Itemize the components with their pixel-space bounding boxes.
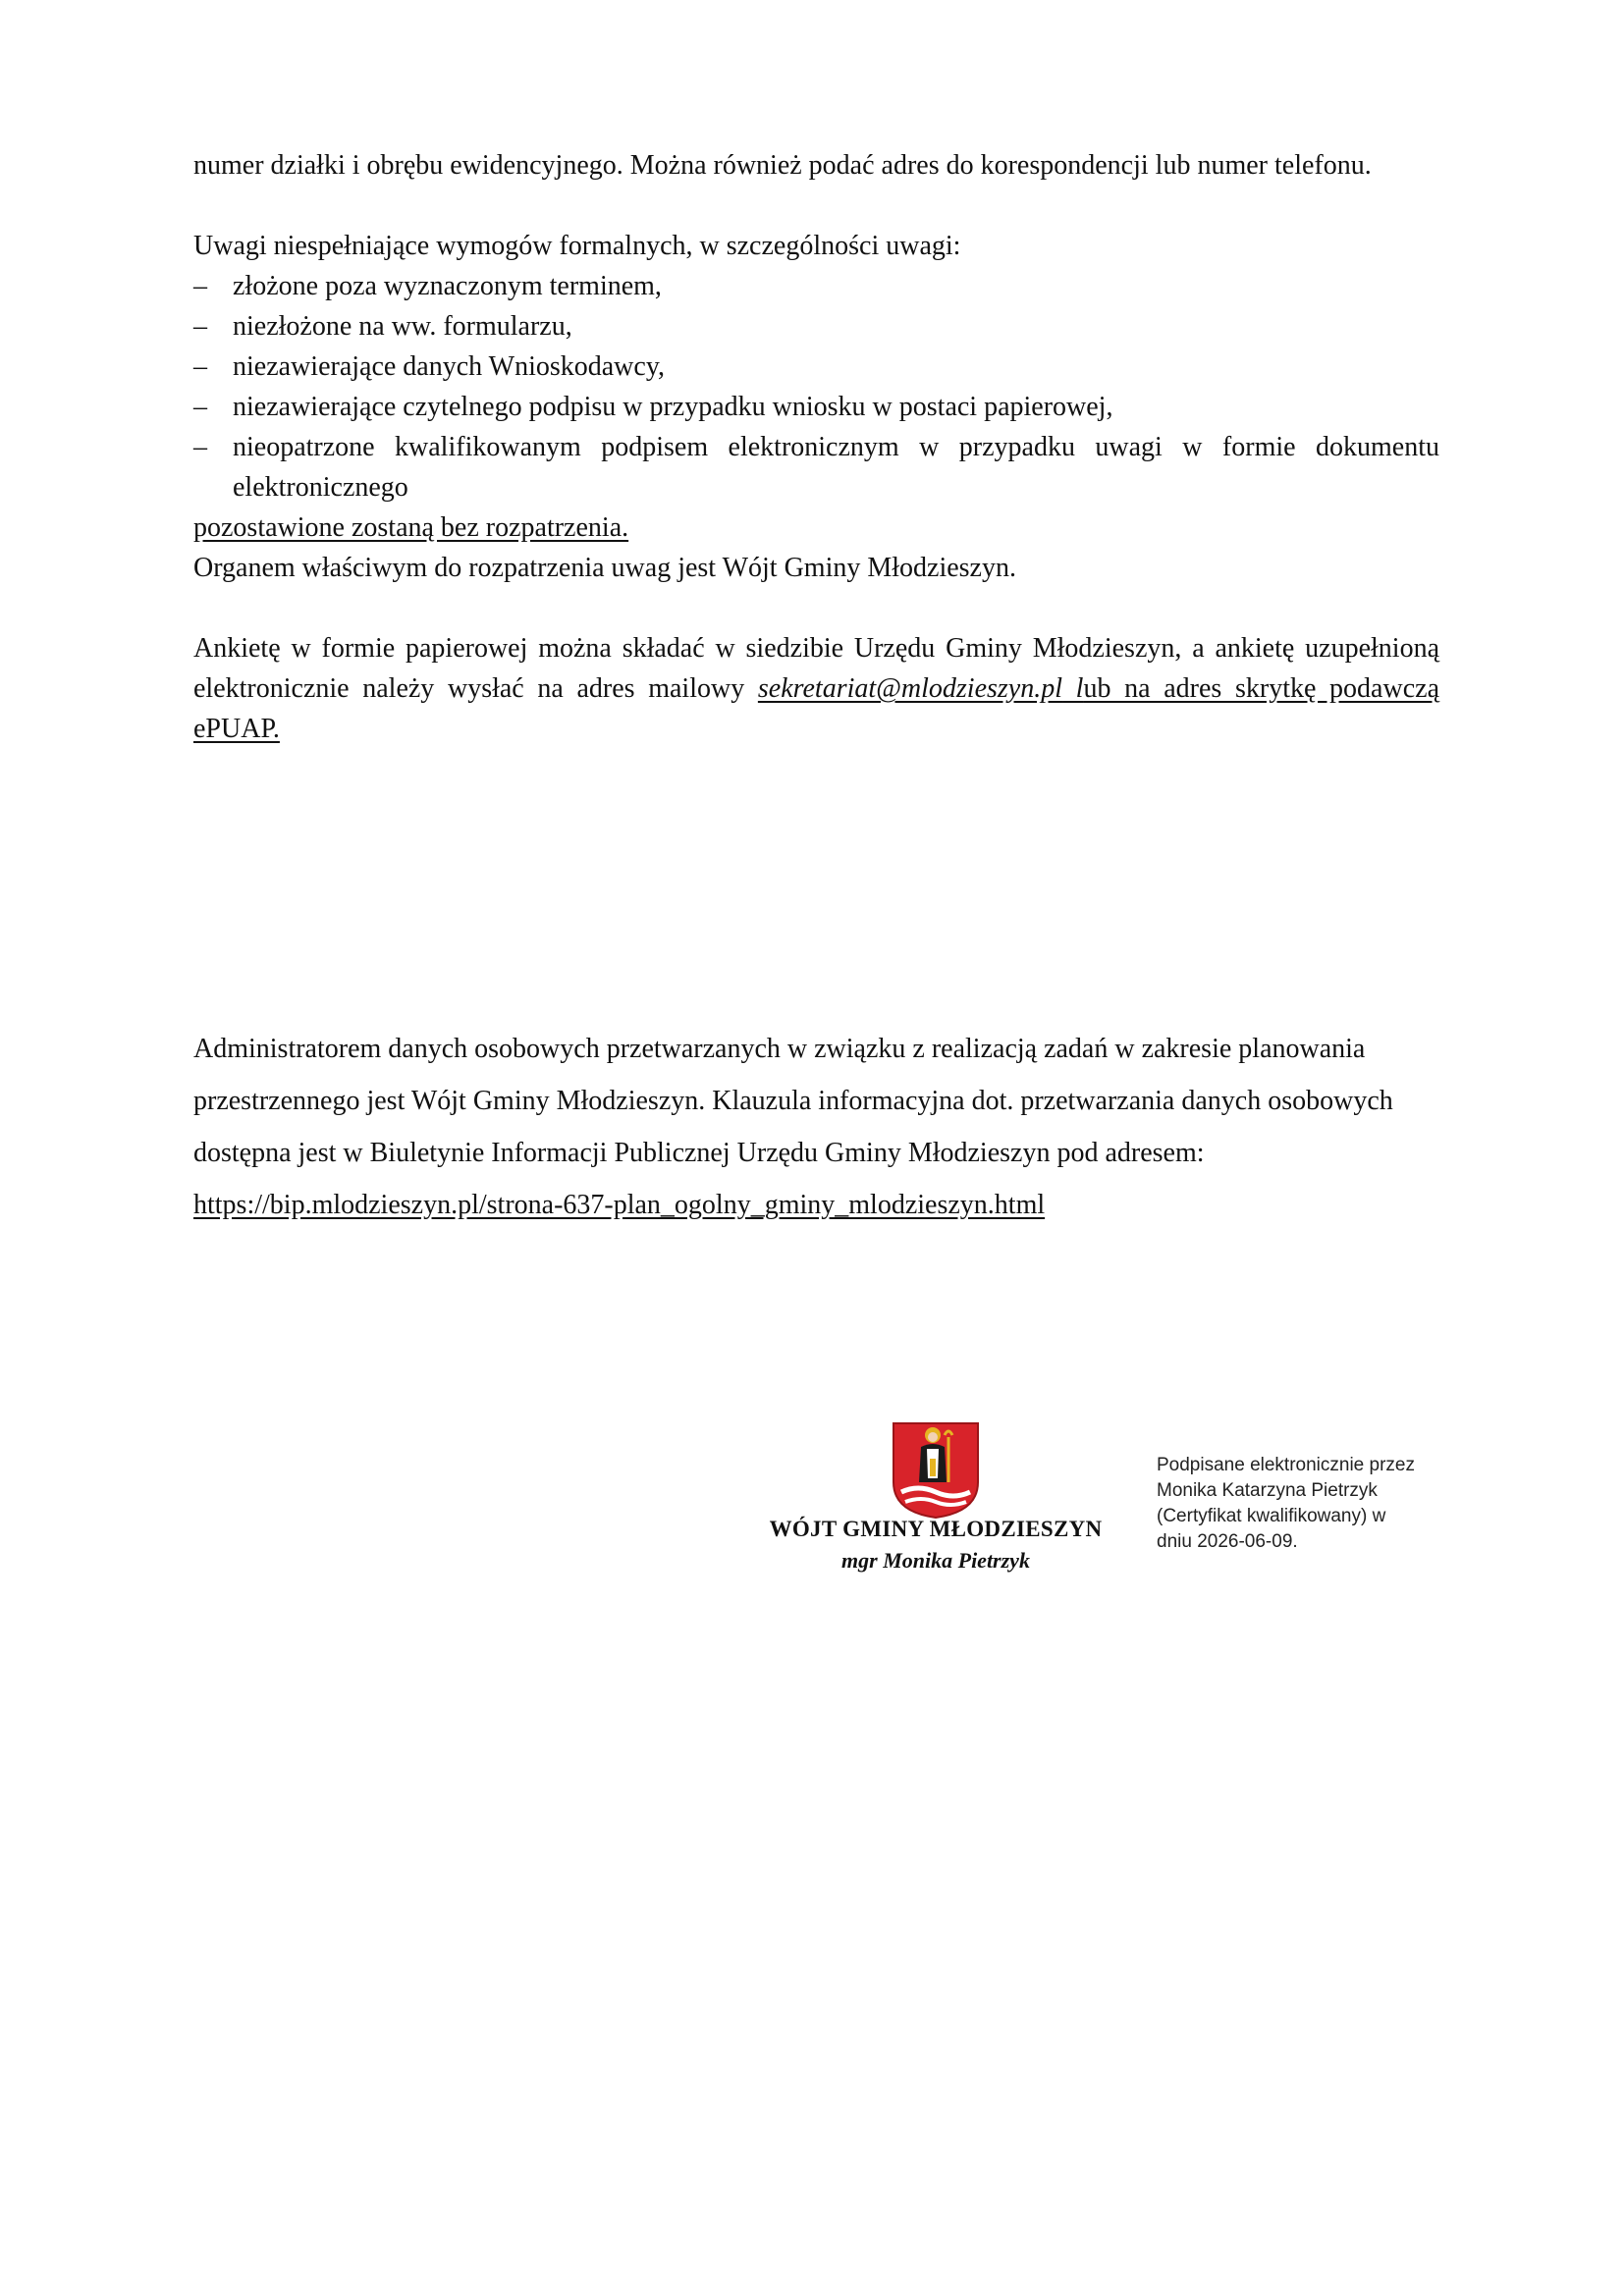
remarks-outcome: pozostawione zostaną bez rozpatrzenia. — [193, 512, 629, 543]
list-item: – złożone poza wyznaczonym terminem, — [193, 271, 662, 301]
e-sign-line: (Certyfikat kwalifikowany) w — [1157, 1506, 1386, 1526]
list-item: – niezłożone na ww. formularzu, — [193, 311, 572, 342]
email-link[interactable]: sekretariat@mlodzieszyn.pl — [757, 673, 1063, 704]
document-body — [193, 145, 1439, 749]
bip-link[interactable]: https://bip.mlodzieszyn.pl/strona-637-plan_ogolny_gminy_mlodzieszyn.html — [193, 1190, 1046, 1220]
remarks-intro: Uwagi niespełniające wymogów formalnych, w szczególności uwagi: — [193, 231, 961, 261]
list-item: – niezawierające danych Wnioskodawcy, — [193, 351, 666, 382]
epuap-link[interactable]: ub na adres skrytkę podawczą ePUAP. — [193, 673, 1439, 744]
e-sign-line: Podpisane elektronicznie przez — [1157, 1455, 1415, 1475]
list-item: – niezawierające czytelnego podpisu w przypadku wniosku w postaci papierowej, — [193, 392, 1113, 422]
data-admin-clause — [193, 1023, 1439, 1231]
remarks-list — [193, 266, 1439, 507]
mayor-name: mgr Monika Pietrzyk — [841, 1548, 1030, 1573]
coat-of-arms-icon — [892, 1421, 980, 1520]
paragraph-continuation: numer działki i obrębu ewidencyjnego. Można również podać adres do korespondencji lub numer telefonu. — [193, 150, 1372, 181]
electronic-signature-note — [1157, 1453, 1451, 1555]
admin-paragraph: Administratorem danych osobowych przetwarzanych w związku z realizacją zadań w zakresie planowania przestrzennego jest Wójt Gminy Młodzieszyn. Klauzula informacyjna dot. przetwarzania danych osobowych dostępna jest w Biuletynie Informacji Publicznej Urzędu Gminy Młodzieszyn pod adresem: https://bip.mlodzieszyn.pl/strona-637-plan_ogolny_gminy_mlodzieszyn.html — [193, 1034, 1393, 1220]
list-item: – nieopatrzone kwalifikowanym podpisem elektronicznym w przypadku uwagi w formie dokumentu elektronicznego — [193, 432, 1439, 503]
e-sign-line: Monika Katarzyna Pietrzyk — [1157, 1480, 1378, 1501]
survey-paragraph: Ankietę w formie papierowej można składać w siedzibie Urzędu Gminy Młodzieszyn, a ankietę uzupełnioną elektronicznie należy wysłać na adres mailowy sekretariat@mlodzieszyn.pl lub na adres skrytkę podawczą ePUAP. — [193, 633, 1439, 744]
e-sign-line: dniu 2026-06-09. — [1157, 1531, 1298, 1552]
mayor-title: WÓJT GMINY MŁODZIESZYN — [769, 1517, 1103, 1541]
authority-statement: Organem właściwym do rozpatrzenia uwag jest Wójt Gminy Młodzieszyn. — [193, 553, 1016, 583]
